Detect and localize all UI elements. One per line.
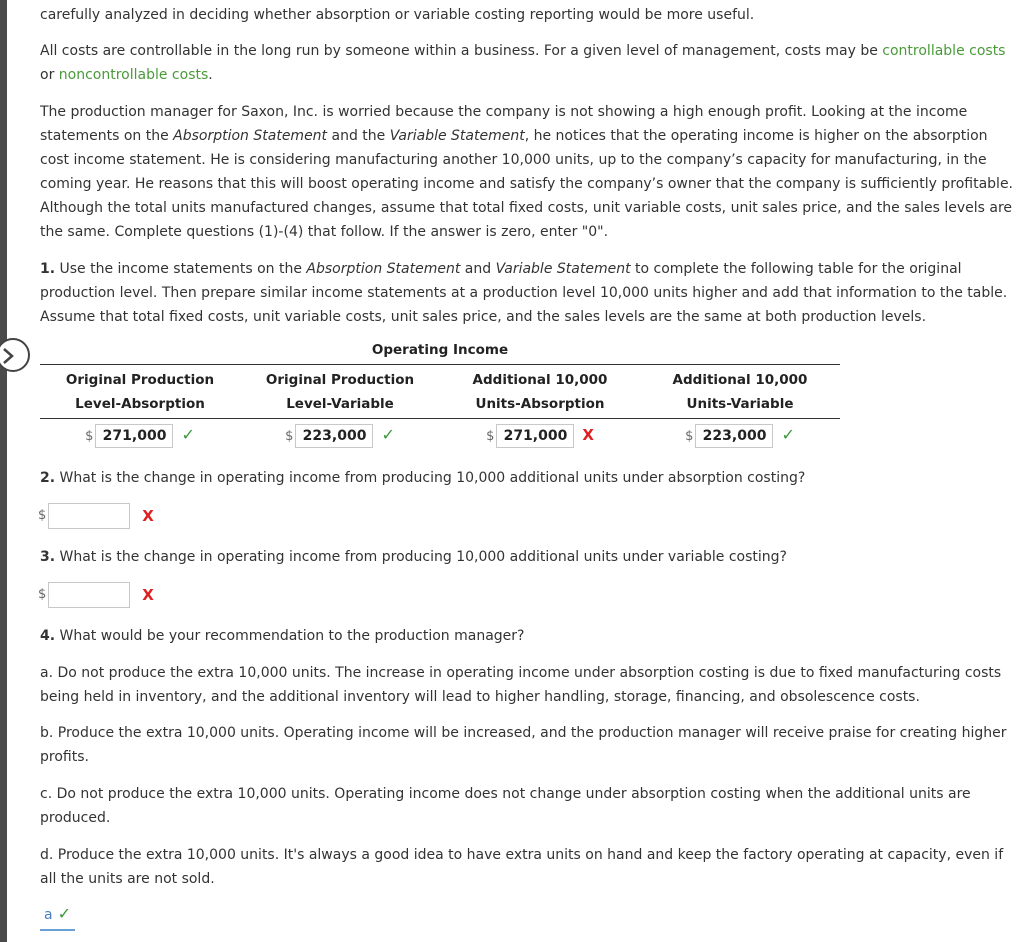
noncontrollable-costs-link[interactable]: noncontrollable costs <box>58 67 209 83</box>
table-row <box>40 419 840 452</box>
incorrect-x-icon: X <box>142 586 154 604</box>
answer-input-add-variable[interactable]: 223,000 <box>695 424 773 448</box>
question-1: 1. Use the income statements on the Absorption Statement and Variable Statement to complete the following table for the original production level. Then prepare similar income statements at a production level 10,000 units higher and add that information to the table. Assume that total fixed costs, unit variable costs, unit sales price, and the sales levels are the same at both production levels. <box>40 261 1008 325</box>
incorrect-x-icon: X <box>142 507 154 525</box>
dollar-sign: $ <box>38 587 47 602</box>
controllable-costs-link[interactable]: controllable costs <box>882 43 1006 59</box>
answer-input-orig-variable[interactable]: 223,000 <box>295 424 373 448</box>
left-sidebar-edge <box>0 0 7 942</box>
dollar-sign: $ <box>38 508 47 523</box>
dollar-sign: $ <box>285 429 294 444</box>
option-c: c. Do not produce the extra 10,000 units. Operating income does not change under absorption costing when the additional units are produced. <box>40 786 971 826</box>
selected-answer: a <box>44 907 53 923</box>
correct-check-icon: ✓ <box>381 425 395 444</box>
chevron-right-icon <box>0 347 16 365</box>
dollar-sign: $ <box>486 429 495 444</box>
dollar-sign: $ <box>685 429 694 444</box>
correct-check-icon: ✓ <box>57 904 71 923</box>
q2-answer-input[interactable] <box>48 503 130 529</box>
intro-paragraph-3: The production manager for Saxon, Inc. is worried because the company is not showing a high enough profit. Looking at the income statements on the Absorption Statement and the Variable Statement, he notices that the operating income is higher on the absorption cost income statement. He is considering manufacturing another 10,000 units, up to the company’s capacity for manufacturing, in the coming year. He reasons that this will boost operating income and satisfy the company’s owner that the company is sufficiently profitable. Although the total units manufactured changes, assume that total fixed costs, unit variable costs, unit sales price, and the sales levels are the same. Complete questions (1)-(4) that follow. If the answer is zero, enter "0". <box>40 104 1014 240</box>
question-2: 2. What is the change in operating income from producing 10,000 additional units under absorption costing? <box>40 470 806 486</box>
answer-input-orig-absorption[interactable]: 271,000 <box>95 424 173 448</box>
column-header: Original Production Level-Variable <box>240 365 440 419</box>
correct-check-icon: ✓ <box>181 425 195 444</box>
column-header: Original Production Level-Absorption <box>40 365 240 419</box>
operating-income-table <box>40 338 840 451</box>
table-cell <box>40 419 240 452</box>
question-4: 4. What would be your recommendation to the production manager? <box>40 628 525 644</box>
option-b: b. Produce the extra 10,000 units. Operating income will be increased, and the production manager will receive praise for creating higher profits. <box>40 725 1007 765</box>
q3-answer-input[interactable] <box>48 582 130 608</box>
table-title: Operating Income <box>40 338 840 365</box>
expand-panel-button[interactable] <box>0 338 30 372</box>
q3-answer-row <box>38 581 154 609</box>
correct-check-icon: ✓ <box>781 425 795 444</box>
table-cell <box>640 419 840 452</box>
table-cell <box>440 419 640 452</box>
table-cell <box>240 419 440 452</box>
answer-input-add-absorption[interactable]: 271,000 <box>496 424 574 448</box>
operating-income-table-wrap <box>40 338 840 451</box>
option-d: d. Produce the extra 10,000 units. It's always a good idea to have extra units on hand and keep the factory operating at capacity, even if all the units are not sold. <box>40 847 1004 887</box>
q4-answer-select[interactable] <box>40 902 75 931</box>
question-3: 3. What is the change in operating income from producing 10,000 additional units under variable costing? <box>40 549 787 565</box>
intro-paragraph-2: All costs are controllable in the long run by someone within a business. For a given level of management, costs may be controllable costs or noncontrollable costs. <box>40 43 1006 83</box>
column-header: Additional 10,000 Units-Absorption <box>440 365 640 419</box>
option-a: a. Do not produce the extra 10,000 units. The increase in operating income under absorption costing is due to fixed manufacturing costs being held in inventory, and the additional inventory will lead to higher handling, storage, financing, and obsolescence costs. <box>40 665 1002 705</box>
incorrect-x-icon: X <box>582 426 594 444</box>
dollar-sign: $ <box>85 429 94 444</box>
intro-paragraph-1: carefully analyzed in deciding whether absorption or variable costing reporting would be more useful. <box>40 7 755 23</box>
column-header: Additional 10,000 Units-Variable <box>640 365 840 419</box>
q2-answer-row <box>38 502 154 530</box>
